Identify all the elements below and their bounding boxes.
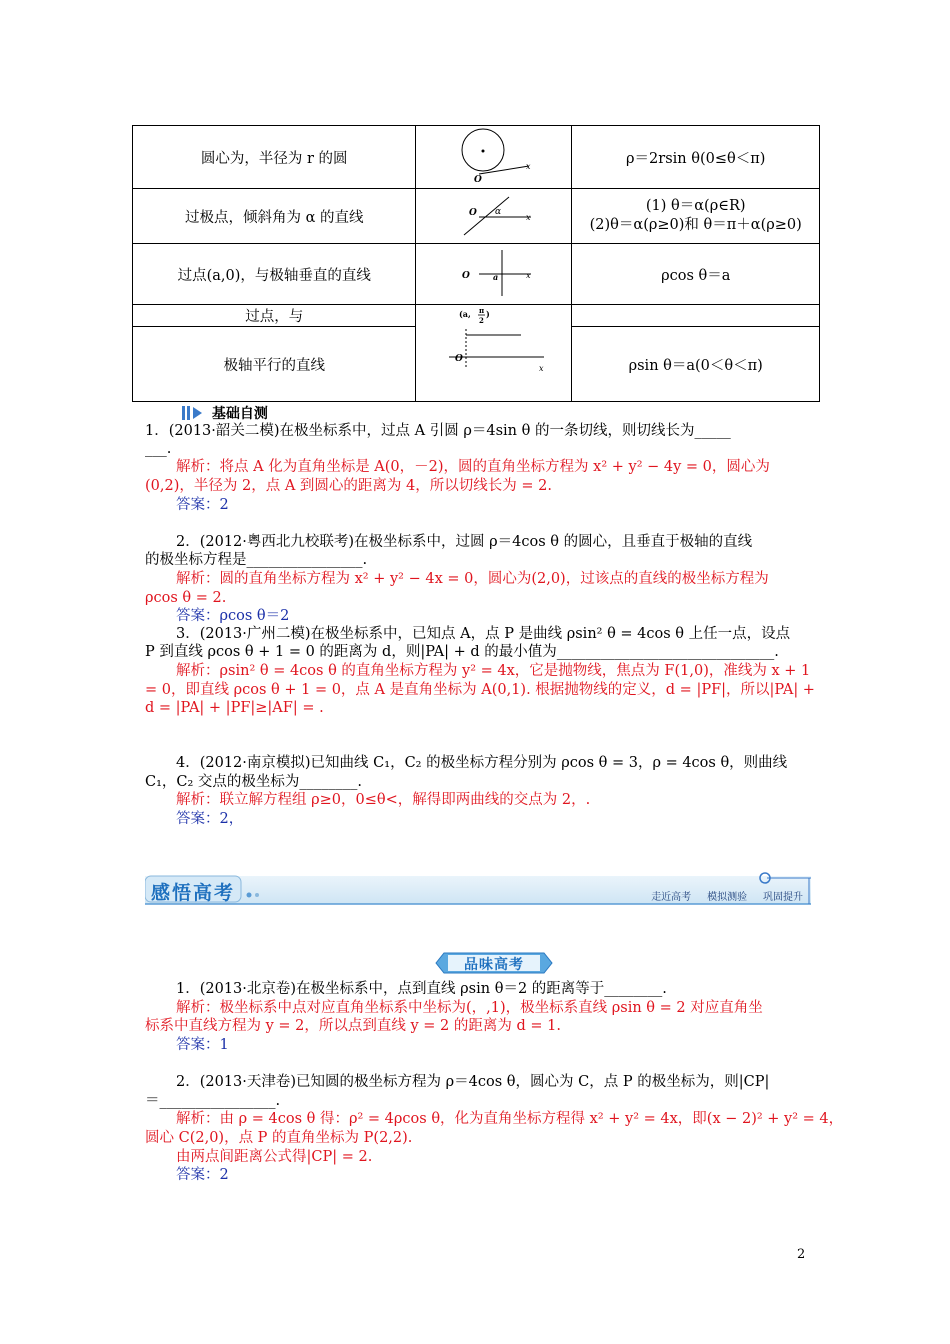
gaokao-question-1: 1．(2013·北京卷)在极坐标系中，点到直线 ρsin θ＝2 的距离等于________. xyxy=(176,981,667,997)
row-desc: 过极点，倾斜角为 α 的直线 xyxy=(133,189,416,244)
circle-diagram xyxy=(416,126,572,189)
row-equation: (1) θ＝α(ρ∈R) (2)θ＝α(ρ≥0)和 θ＝π＋α(ρ≥0) xyxy=(572,189,820,244)
answer-1: 答案：2 xyxy=(176,497,229,513)
svg-text:a: a xyxy=(492,272,499,282)
polar-equation-table xyxy=(132,125,820,402)
svg-text:x: x xyxy=(525,162,531,171)
page-number: 2 xyxy=(797,1247,806,1262)
row-desc: 过点，与 xyxy=(133,305,416,327)
svg-text:α: α xyxy=(494,207,502,217)
row-equation: ρ＝2rsin θ(0≤θ＜π) xyxy=(572,126,820,189)
section-title: 基础自测 xyxy=(211,405,268,421)
table-row xyxy=(133,126,820,189)
question-1: 1．(2013·韶关二模)在极坐标系中，过点 A 引圆 ρ＝4sin θ 的一条切线，则切线长为_____ xyxy=(145,423,731,439)
row-desc: 过点(a,0)，与极轴垂直的直线 xyxy=(133,244,416,305)
banner-item: 模拟测验 xyxy=(707,892,748,903)
vertical-line-diagram xyxy=(416,244,572,305)
question-2: 2．(2012·粤西北九校联考)在极坐标系中，过圆 ρ＝4cos θ 的圆心，且垂直于极轴的直线 xyxy=(176,534,753,550)
banner-title: 感悟高考 xyxy=(151,882,236,904)
question-3: 3．(2013·广州二模)在极坐标系中，已知点 A，点 P 是曲线 ρsin² θ = 4cos θ 上任一点，设点 xyxy=(176,626,791,642)
svg-text:x: x xyxy=(525,213,531,222)
svg-text:O: O xyxy=(473,175,482,184)
answer-2: 答案：ρcos θ＝2 xyxy=(176,608,290,624)
row-desc: 圆心为，半径为 r 的圆 xyxy=(133,126,416,189)
section-heading xyxy=(180,403,268,419)
row-desc: 极轴平行的直线 xyxy=(133,327,416,402)
table-row xyxy=(133,189,820,244)
svg-text:x: x xyxy=(525,271,531,280)
svg-text:O: O xyxy=(454,354,463,364)
svg-text:O: O xyxy=(461,271,470,281)
line-through-pole-diagram xyxy=(416,189,572,244)
banner-item: 巩固提升 xyxy=(763,892,803,903)
answer-4: 答案：2， xyxy=(176,811,244,827)
row-equation: ρsin θ＝a(0＜θ＜π) xyxy=(572,327,820,402)
table-row xyxy=(133,244,820,305)
gaokao-solution-1: 解析：极坐标系中点对应直角坐标系中坐标为(，,1)，极坐标系直线 ρsin θ = 2 对应直角坐 xyxy=(176,1000,763,1016)
pinwei-badge xyxy=(430,950,558,976)
row-equation: ρcos θ＝a xyxy=(572,244,820,305)
gaokao-banner xyxy=(145,870,811,906)
heading-icon xyxy=(180,406,208,423)
solution-3: 解析：ρsin² θ = 4cos θ 的直角坐标方程为 y² = 4x，它是抛物线，焦点为 F(1,0)，准线为 x + 1 xyxy=(176,663,811,679)
banner-item: 走近高考 xyxy=(651,892,692,903)
table-row xyxy=(133,305,820,327)
solution-1: 解析：将点 A 化为直角坐标是 A(0，－2)，圆的直角坐标方程为 x² + y² − 4y = 0，圆心为 xyxy=(176,459,770,475)
gaokao-answer-1: 答案：1 xyxy=(176,1037,229,1053)
svg-text:): ) xyxy=(485,309,490,319)
solution-2: 解析：圆的直角坐标方程为 x² + y² − 4x = 0，圆心为(2,0)，过该点的直线的极坐标方程为 xyxy=(176,571,769,587)
question-4: 4．(2012·南京模拟)已知曲线 C₁，C₂ 的极坐标方程分别为 ρcos θ = 3，ρ = 4cos θ，则曲线 xyxy=(176,755,788,771)
horizontal-line-diagram xyxy=(416,305,572,402)
svg-text:x: x xyxy=(538,364,544,373)
svg-text:π: π xyxy=(478,306,485,315)
gaokao-question-2: 2．(2013·天津卷)已知圆的极坐标方程为 ρ＝4cos θ，圆心为 C，点 P 的极坐标为，则|CP| xyxy=(176,1074,770,1090)
pinwei-title: 品味高考 xyxy=(464,957,524,973)
solution-4: 解析：联立解方程组 ρ≥0，0≤θ<，解得即两曲线的交点为 2，. xyxy=(176,792,591,808)
svg-text:2: 2 xyxy=(478,316,484,325)
gaokao-answer-2: 答案：2 xyxy=(176,1167,229,1183)
gaokao-solution-2: 解析：由 ρ = 4cos θ 得：ρ² = 4ρcos θ，化为直角坐标方程得 x² + y² = 4x，即(x − 2)² + y² = 4， xyxy=(176,1111,844,1127)
svg-text:O: O xyxy=(468,208,477,218)
svg-text:(a,: (a, xyxy=(458,309,471,319)
